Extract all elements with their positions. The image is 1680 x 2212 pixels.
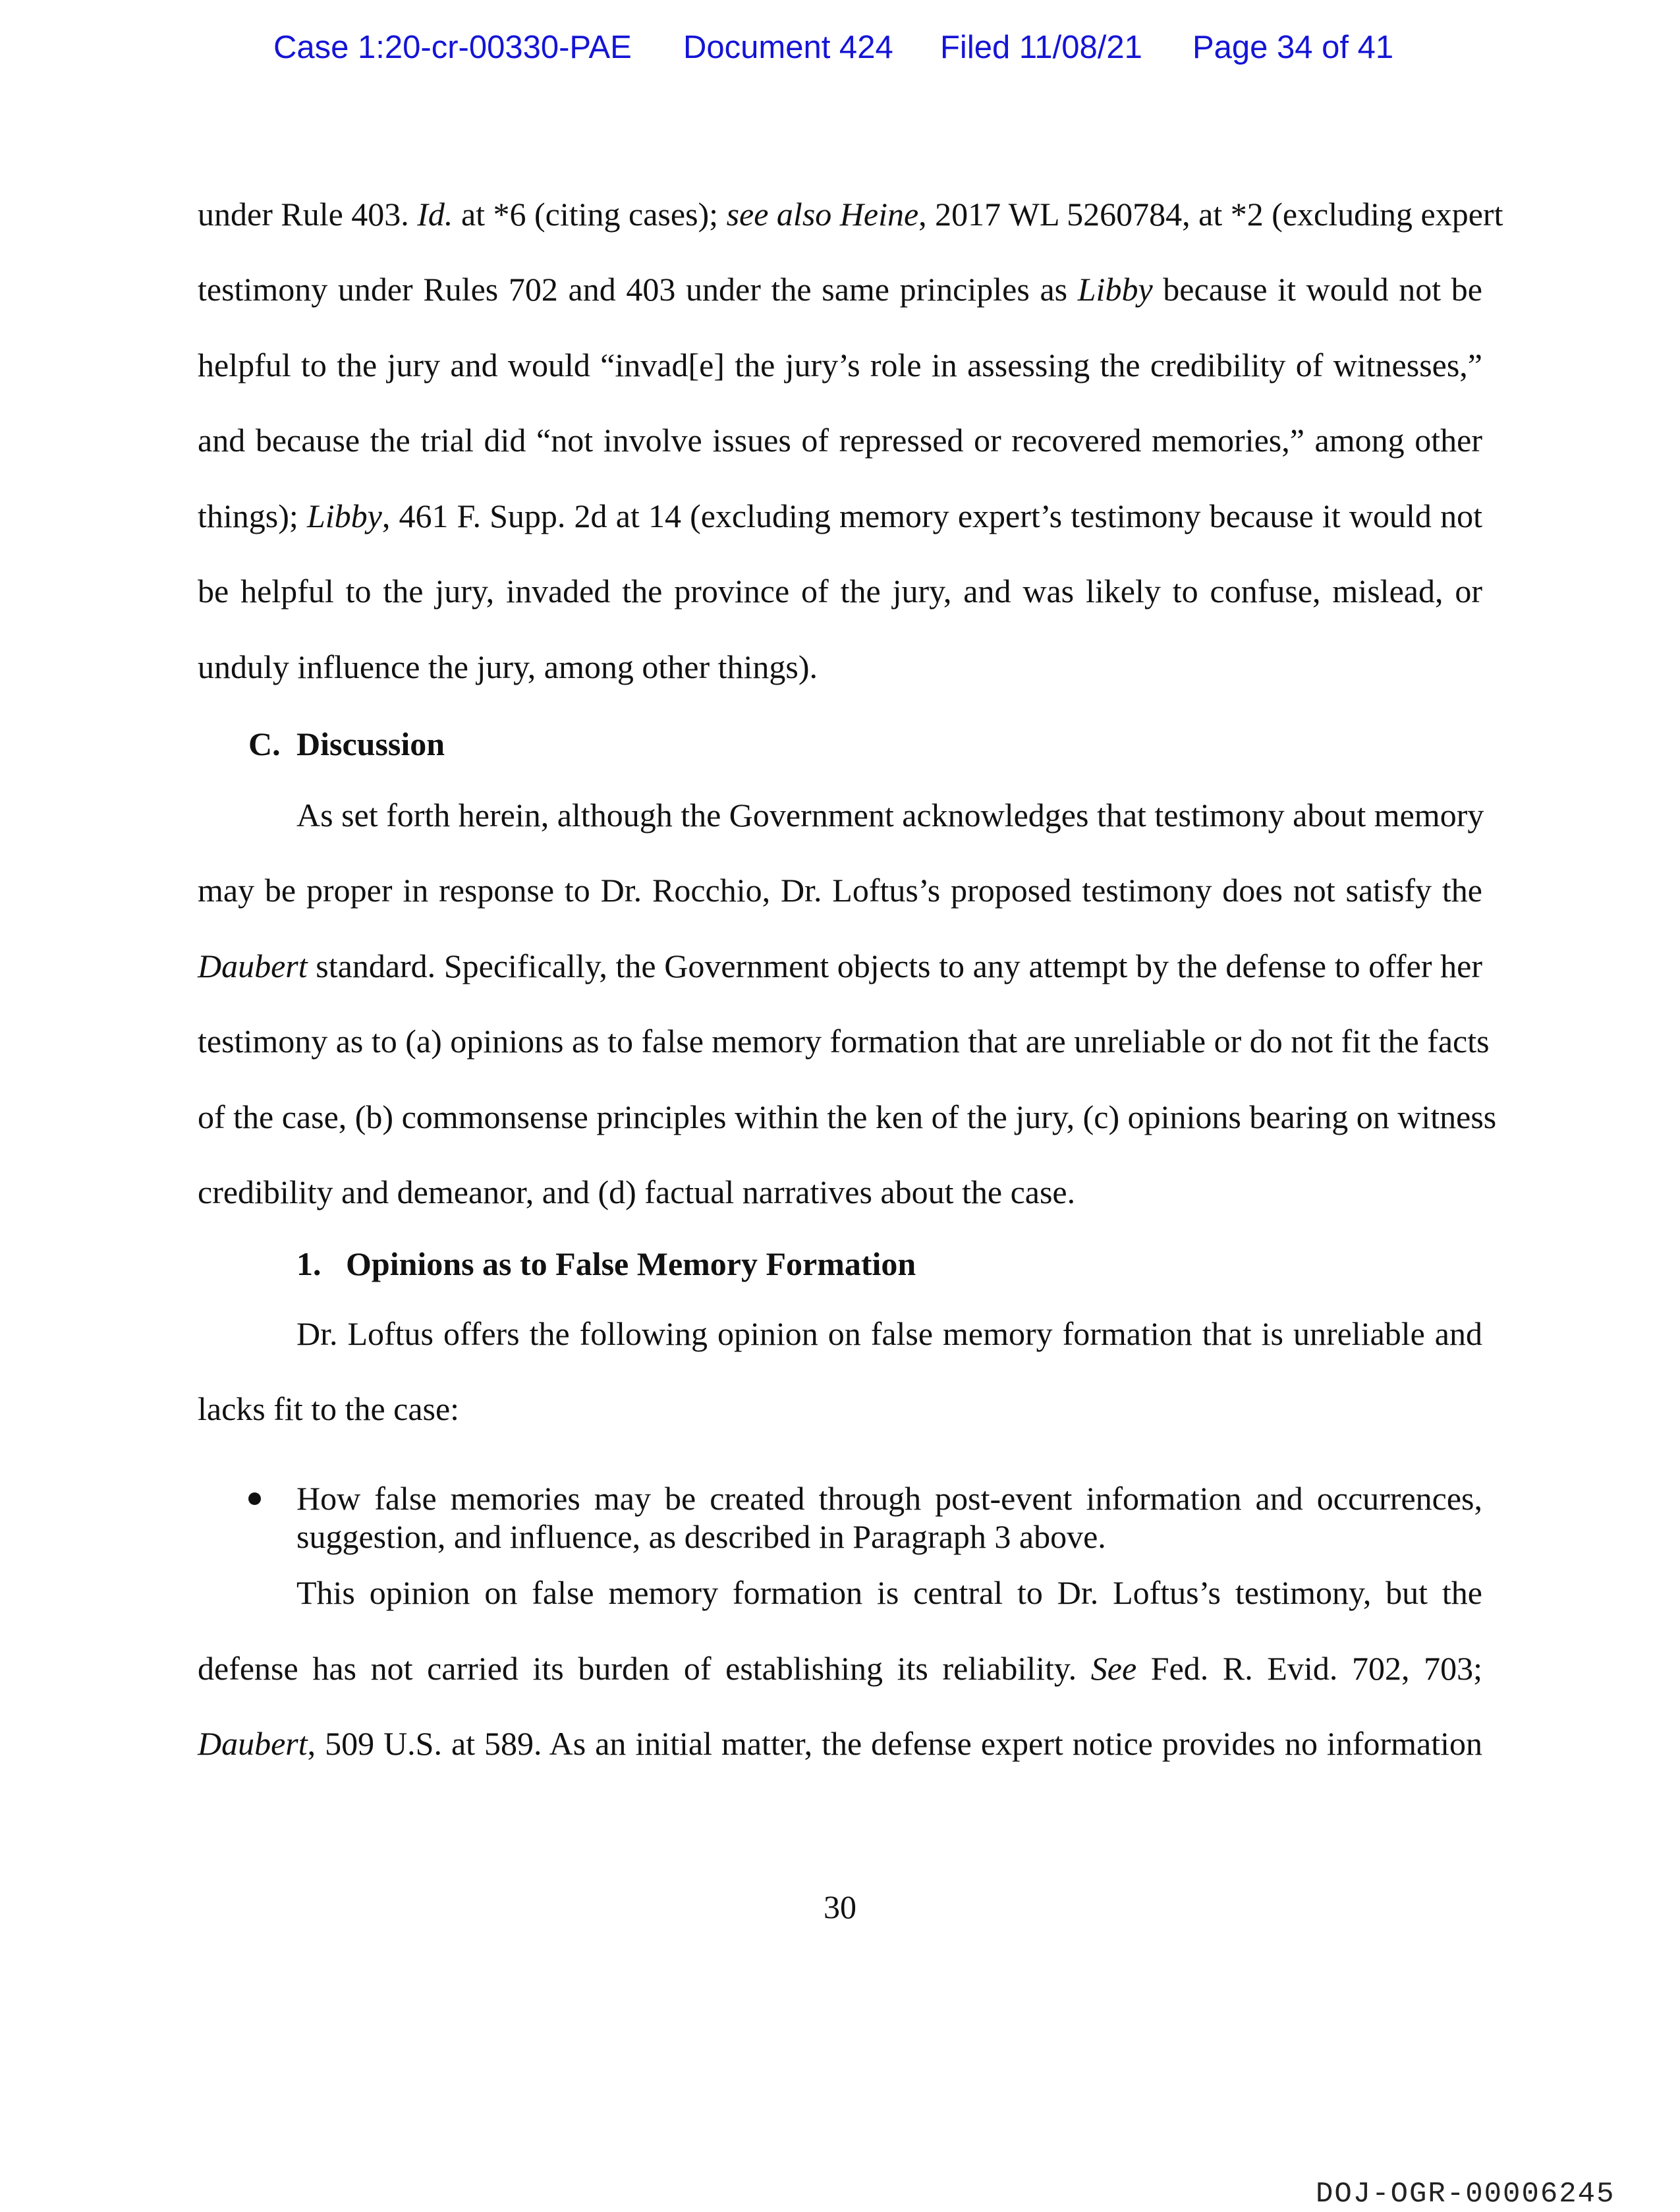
text-line: As set forth herein, although the Government acknowledges that testimony about memory xyxy=(296,797,1484,834)
text-line: of the case, (b) commonsense principles within the ken of the jury, (c) opinions bearing on witness xyxy=(198,1098,1497,1135)
subsection-number: 1. xyxy=(296,1245,322,1282)
text-line: things); Libby, 461 F. Supp. 2d at 14 (excluding memory expert’s testimony because it would not xyxy=(198,497,1482,534)
page-of-total: Page 34 of 41 xyxy=(1192,30,1394,65)
text-line: may be proper in response to Dr. Rocchio, Dr. Loftus’s proposed testimony does not satisfy the xyxy=(198,872,1482,909)
filed-date: Filed 11/08/21 xyxy=(940,30,1142,65)
citation-italic: Libby xyxy=(1077,271,1153,308)
page-number: 30 xyxy=(824,1888,856,1925)
text-line: unduly influence the jury, among other things). xyxy=(198,648,818,685)
bullet-item-line: How false memories may be created through post-event information and occurrences, xyxy=(296,1480,1482,1517)
case-number: Case 1:20-cr-00330-PAE xyxy=(273,30,632,65)
text-line: This opinion on false memory formation is central to Dr. Loftus’s testimony, but the xyxy=(296,1574,1482,1611)
bates-stamp: DOJ-OGR-00006245 xyxy=(1316,2178,1615,2211)
text-line: testimony as to (a) opinions as to false memory formation that are unreliable or do not fit the facts xyxy=(198,1023,1490,1060)
bullet-item-line: suggestion, and influence, as described in Paragraph 3 above. xyxy=(296,1518,1106,1555)
text-line: testimony under Rules 702 and 403 under the same principles as Libby because it would not be xyxy=(198,271,1482,308)
section-title: Discussion xyxy=(296,725,445,762)
ecf-filing-header xyxy=(0,29,1680,69)
subsection-heading-1 xyxy=(296,1244,916,1284)
citation-italic: Id. xyxy=(417,196,453,233)
citation-italic: Daubert xyxy=(198,1725,308,1762)
text-line: Daubert standard. Specifically, the Government objects to any attempt by the defense to offer her xyxy=(198,948,1482,984)
text-line: Dr. Loftus offers the following opinion on false memory formation that is unreliable and xyxy=(296,1315,1482,1352)
text-line: defense has not carried its burden of establishing its reliability. See Fed. R. Evid. 702, 703; xyxy=(198,1650,1482,1687)
citation-italic: See xyxy=(1090,1650,1137,1687)
text-line: Daubert, 509 U.S. at 589. As an initial matter, the defense expert notice provides no information xyxy=(198,1725,1482,1762)
citation-italic: Daubert xyxy=(198,948,308,984)
document-number: Document 424 xyxy=(683,30,893,65)
text-line: credibility and demeanor, and (d) factual narratives about the case. xyxy=(198,1174,1076,1210)
text-line: lacks fit to the case: xyxy=(198,1390,460,1427)
text-line: and because the trial did “not involve issues of repressed or recovered memories,” among other xyxy=(198,422,1482,459)
subsection-title: Opinions as to False Memory Formation xyxy=(346,1245,916,1282)
text-line: helpful to the jury and would “invad[e] the jury’s role in assessing the credibility of witnesses,” xyxy=(198,347,1482,383)
citation-italic: Libby xyxy=(306,497,382,534)
text-line: be helpful to the jury, invaded the province of the jury, and was likely to confuse, mislead, or xyxy=(198,573,1482,610)
bullet-icon xyxy=(248,1492,261,1505)
section-letter: C. xyxy=(248,725,281,762)
section-heading-c xyxy=(248,724,445,764)
text-line: under Rule 403. Id. at *6 (citing cases); see also Heine, 2017 WL 5260784, at *2 (excluding expert xyxy=(198,196,1503,233)
citation-italic: see also Heine xyxy=(726,196,919,233)
